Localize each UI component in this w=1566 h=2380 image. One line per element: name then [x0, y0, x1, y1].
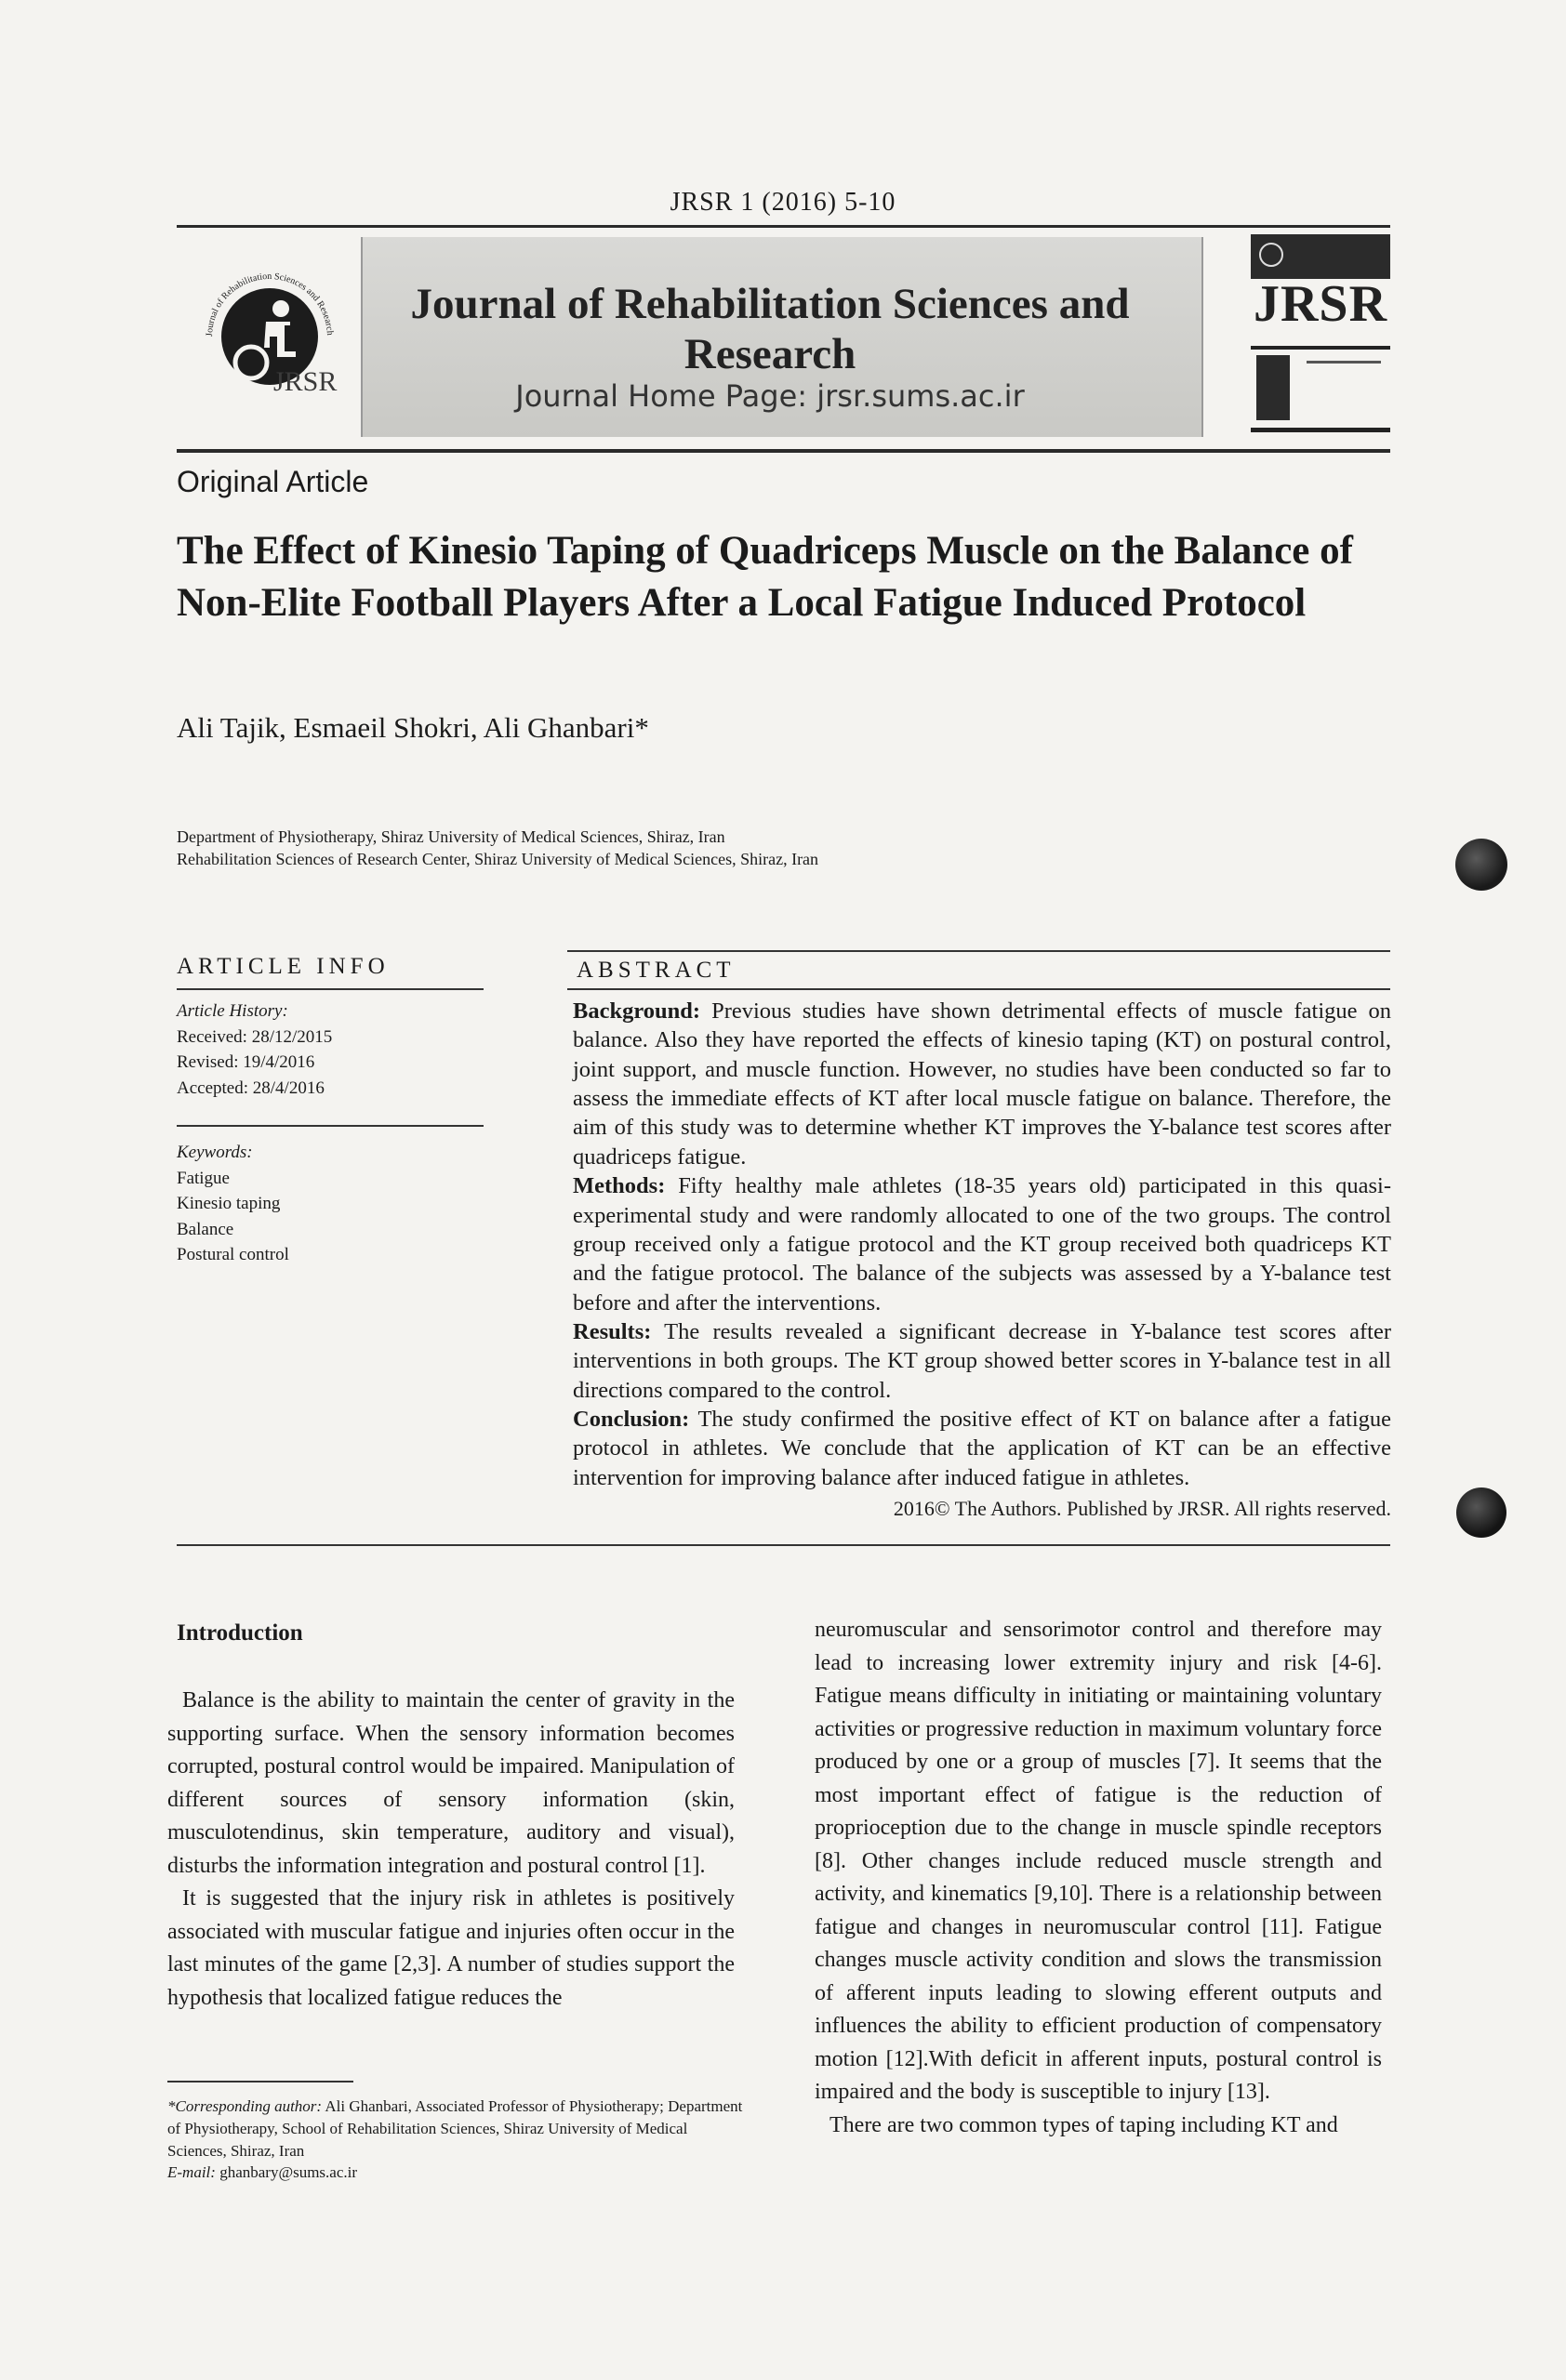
corresponding-author-footnote	[167, 2096, 744, 2184]
footnote-text: Ali Ghanbari, Associated Professor of Physiotherapy; Department of Physiotherapy, School of Rehabilitation Sciences, Shiraz University of Medical Sciences, Shiraz, Iran	[167, 2097, 743, 2160]
journal-logo	[177, 232, 363, 442]
logo-ring-text: Journal of Rehabilitation Sciences and Research	[204, 271, 336, 337]
email-label: E-mail:	[167, 2163, 216, 2182]
affiliations	[177, 826, 1107, 871]
affiliation-2: Rehabilitation Sciences of Research Center, Shiraz University of Medical Sciences, Shiraz, Iran	[177, 850, 819, 869]
article-type: Original Article	[177, 465, 369, 498]
footnote-label: *Corresponding author:	[167, 2097, 323, 2115]
abstract-heading: ABSTRACT	[577, 958, 736, 983]
keyword-item: Balance	[177, 1219, 234, 1239]
cover-text-line	[1307, 361, 1381, 364]
abstract-top-rule	[567, 950, 1390, 952]
abstract-conclusion	[573, 1405, 1391, 1492]
conclusion-label: Conclusion:	[573, 1407, 690, 1433]
intro-paragraph: There are two common types of taping including KT and	[829, 2112, 1338, 2137]
abstract-rule	[567, 988, 1390, 990]
received-date: Received: 28/12/2015	[177, 1026, 333, 1047]
cover-top-band	[1251, 234, 1390, 279]
revised-date: Revised: 19/4/2016	[177, 1052, 315, 1073]
article-info-heading: ARTICLE INFO	[177, 954, 390, 979]
history-label: Article History:	[177, 1001, 288, 1021]
cover-image-block	[1256, 355, 1290, 420]
abstract-end-rule	[177, 1544, 1390, 1546]
email-address: ghanbary@sums.ac.ir	[219, 2163, 358, 2182]
cover-bottom-rule	[1251, 428, 1390, 432]
affiliation-1: Department of Physiotherapy, Shiraz University of Medical Sciences, Shiraz, Iran	[177, 827, 725, 846]
intro-paragraph: Balance is the ability to maintain the center of gravity in the supporting surface. When the sensory information becomes corrupted, postural control would be impaired. Manipulation of different sources of sensory information (skin, musculotendinus, skin temperature, auditory and visual), disturbs the information integration and postural control [1].	[167, 1688, 735, 1878]
background-label: Background:	[573, 998, 701, 1024]
logo-letters: JRSR	[273, 366, 338, 397]
copyright-notice: 2016© The Authors. Published by JRSR. All rights reserved.	[893, 1497, 1391, 1521]
intro-paragraph: It is suggested that the injury risk in athletes is positively associated with muscular fatigue and injuries often occur in the last minutes of the game [2,3]. A number of studies support the hypothesis that localized fatigue reduces the	[167, 1886, 735, 2010]
journal-home-page: Journal Home Page: jrsr.sums.ac.ir	[515, 378, 1025, 414]
abstract-background	[573, 997, 1391, 1171]
keywords	[177, 1140, 484, 1268]
article-title: The Effect of Kinesio Taping of Quadriceps Muscle on the Balance of Non-Elite Football Players After a Local Fatigue Induced Protocol	[177, 529, 1353, 625]
intro-column-right	[815, 1614, 1382, 2142]
intro-paragraph: neuromuscular and sensorimotor control and therefore may lead to increasing lower extremity injury and risk [4-6]. Fatigue means difficulty in initiating or maintaining voluntary activities or progressive reduction in maximum voluntary force produced by one or a group of muscles [7]. It seems that the most important effect of fatigue is the reduction of proprioception due to the change in muscle spindle receptors [8]. Other changes include reduced muscle strength and activity, and kinematics [9,10]. There is a relationship between fatigue and changes in neuromuscular control [11]. Fatigue changes muscle activity condition and slows the transmission of afferent inputs leading to slowing efferent outputs and influences the ability to efficient production of compensatory motion [12].With deficit in afferent inputs, postural control is impaired and the body is susceptible to injury [13].	[815, 1618, 1382, 2105]
abstract-results	[573, 1317, 1391, 1405]
article-info-rule	[177, 988, 484, 990]
intro-column-left	[167, 1685, 735, 2015]
article-info-divider	[177, 1125, 484, 1127]
keyword-item: Fatigue	[177, 1168, 230, 1188]
footnote-rule	[167, 2081, 353, 2082]
accepted-date: Accepted: 28/4/2016	[177, 1078, 325, 1098]
background-text: Previous studies have shown detrimental effects of muscle fatigue on balance. Also they have reported the effects of kinesio taping (KT) on postural control, joint support, and muscle function. However, no studies have been conducted so far to assess the immediate effects of KT after local muscle fatigue on balance. Therefore, the aim of this study was to determine whether KT improves the Y-balance test scores after quadriceps fatigue.	[573, 998, 1392, 1170]
binder-hole-upper	[1455, 839, 1507, 891]
abstract-body	[573, 997, 1391, 1522]
header-bottom-rule	[177, 449, 1390, 453]
keywords-label: Keywords:	[177, 1143, 253, 1162]
header-top-rule	[177, 225, 1390, 228]
introduction-heading: Introduction	[177, 1620, 303, 1646]
figure-head-icon	[272, 300, 289, 317]
running-head: JRSR 1 (2016) 5-10	[670, 188, 896, 217]
methods-label: Methods:	[573, 1173, 666, 1199]
results-label: Results:	[573, 1318, 652, 1344]
binder-hole-lower	[1456, 1488, 1506, 1538]
article-history	[177, 998, 484, 1101]
journal-name: Journal of Rehabilitation Sciences and Research	[410, 280, 1130, 378]
results-text: The results revealed a significant decrease in Y-balance test scores after interventions in both groups. The KT group showed better scores in Y-balance test in all directions compared to the control.	[573, 1318, 1391, 1403]
conclusion-text: The study confirmed the positive effect of KT on balance after a fatigue protocol in athletes. We conclude that the application of KT can be an effective intervention for improving balance after induced fatigue in athletes.	[573, 1407, 1392, 1490]
cover-label: JRSR	[1253, 275, 1388, 333]
keyword-item: Kinesio taping	[177, 1194, 281, 1214]
abstract-methods	[573, 1171, 1391, 1317]
journal-cover-thumbnail	[1251, 234, 1390, 434]
cover-rule	[1251, 346, 1390, 350]
keyword-item: Postural control	[177, 1245, 289, 1265]
author-list: Ali Tajik, Esmaeil Shokri, Ali Ghanbari*	[177, 711, 649, 744]
methods-text: Fifty healthy male athletes (18-35 years old) participated in this quasi-experimental study and were randomly allocated to one of the two groups. The control group received only a fatigue protocol and the KT group received both quadriceps KT and the fatigue protocol. The balance of the subjects was assessed by a Y-balance test before and after the interventions.	[573, 1173, 1392, 1316]
